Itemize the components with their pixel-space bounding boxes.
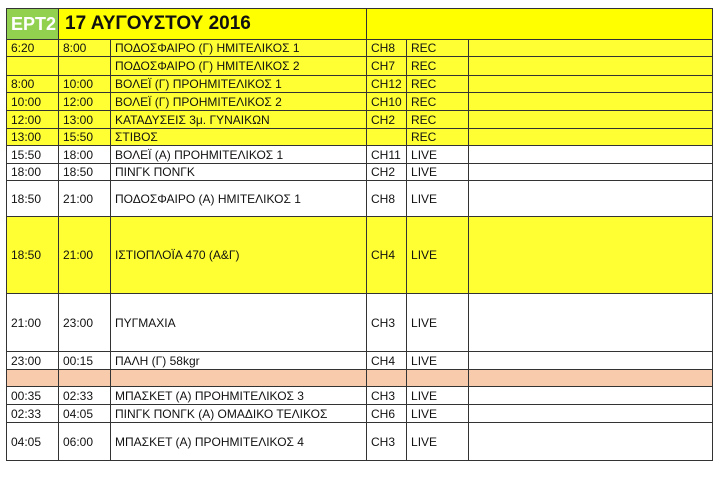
channel-code: CH12 — [367, 76, 407, 93]
start-time: 23:00 — [7, 352, 59, 370]
broadcast-status: LIVE — [407, 294, 469, 352]
event-name: ΣΤΙΒΟΣ — [111, 129, 367, 146]
table-row — [7, 164, 713, 181]
broadcast-status: LIVE — [407, 181, 469, 217]
broadcast-status: LIVE — [407, 387, 469, 405]
start-time: 10:00 — [7, 93, 59, 111]
channel-name: ΕΡΤ2 — [7, 9, 59, 40]
start-time: 6:20 — [7, 40, 59, 57]
start-time: 18:50 — [7, 181, 59, 217]
broadcast-status: REC — [407, 40, 469, 57]
end-time: 21:00 — [59, 181, 111, 217]
table-row — [7, 111, 713, 129]
channel-code: CH11 — [367, 146, 407, 164]
notes-cell — [469, 93, 713, 111]
notes-cell — [469, 370, 713, 387]
end-time — [59, 57, 111, 76]
notes-cell — [469, 164, 713, 181]
header-fill — [367, 9, 713, 40]
end-time: 21:00 — [59, 217, 111, 294]
channel-code: CH2 — [367, 111, 407, 129]
channel-code: CH3 — [367, 423, 407, 461]
table-row — [7, 181, 713, 217]
table-row — [7, 40, 713, 57]
broadcast-status: REC — [407, 57, 469, 76]
table-row — [7, 352, 713, 370]
start-time: 12:00 — [7, 111, 59, 129]
notes-cell — [469, 405, 713, 423]
schedule-date: 17 ΑΥΓΟΥΣΤΟΥ 2016 — [59, 9, 367, 40]
channel-code: CH7 — [367, 57, 407, 76]
start-time: 18:50 — [7, 217, 59, 294]
channel-code: CH6 — [367, 405, 407, 423]
table-row — [7, 129, 713, 146]
event-name: ΠΥΓΜΑΧΙΑ — [111, 294, 367, 352]
start-time: 15:50 — [7, 146, 59, 164]
channel-code — [367, 370, 407, 387]
end-time: 18:00 — [59, 146, 111, 164]
end-time: 23:00 — [59, 294, 111, 352]
broadcast-status: REC — [407, 111, 469, 129]
channel-code: CH2 — [367, 164, 407, 181]
event-name: ΒΟΛΕΪ (Α) ΠΡΟΗΜΙΤΕΛΙΚΟΣ 1 — [111, 146, 367, 164]
broadcast-status: LIVE — [407, 164, 469, 181]
end-time: 06:00 — [59, 423, 111, 461]
broadcast-status: LIVE — [407, 217, 469, 294]
channel-code: CH8 — [367, 40, 407, 57]
broadcast-status: REC — [407, 76, 469, 93]
end-time: 10:00 — [59, 76, 111, 93]
event-name: ΠΙΝΓΚ ΠΟΝΓΚ — [111, 164, 367, 181]
table-row — [7, 294, 713, 352]
start-time: 18:00 — [7, 164, 59, 181]
notes-cell — [469, 40, 713, 57]
channel-code: CH8 — [367, 181, 407, 217]
broadcast-status: LIVE — [407, 423, 469, 461]
notes-cell — [469, 129, 713, 146]
channel-code: CH4 — [367, 217, 407, 294]
broadcast-status: REC — [407, 93, 469, 111]
event-name: ΠΟΔΟΣΦΑΙΡΟ (Γ) ΗΜΙΤΕΛΙΚΟΣ 1 — [111, 40, 367, 57]
channel-code: CH3 — [367, 387, 407, 405]
event-name: ΜΠΑΣΚΕΤ (Α) ΠΡΟΗΜΙΤΕΛΙΚΟΣ 3 — [111, 387, 367, 405]
end-time: 15:50 — [59, 129, 111, 146]
start-time — [7, 57, 59, 76]
broadcast-status: LIVE — [407, 405, 469, 423]
end-time: 00:15 — [59, 352, 111, 370]
broadcast-status: REC — [407, 129, 469, 146]
table-row — [7, 93, 713, 111]
event-name: ΒΟΛΕΪ (Γ) ΠΡΟΗΜΙΤΕΛΙΚΟΣ 1 — [111, 76, 367, 93]
notes-cell — [469, 294, 713, 352]
start-time: 00:35 — [7, 387, 59, 405]
channel-code: CH10 — [367, 93, 407, 111]
end-time — [59, 370, 111, 387]
table-row — [7, 57, 713, 76]
event-name: ΒΟΛΕΪ (Γ) ΠΡΟΗΜΙΤΕΛΙΚΟΣ 2 — [111, 93, 367, 111]
broadcast-status — [407, 370, 469, 387]
end-time: 04:05 — [59, 405, 111, 423]
notes-cell — [469, 111, 713, 129]
notes-cell — [469, 217, 713, 294]
start-time — [7, 370, 59, 387]
event-name: ΜΠΑΣΚΕΤ (Α) ΠΡΟΗΜΙΤΕΛΙΚΟΣ 4 — [111, 423, 367, 461]
table-row — [7, 387, 713, 405]
table-row — [7, 217, 713, 294]
start-time: 8:00 — [7, 76, 59, 93]
table-row — [7, 423, 713, 461]
table-row — [7, 405, 713, 423]
notes-cell — [469, 76, 713, 93]
start-time: 21:00 — [7, 294, 59, 352]
notes-cell — [469, 181, 713, 217]
table-row — [7, 76, 713, 93]
table-row — [7, 146, 713, 164]
end-time: 12:00 — [59, 93, 111, 111]
broadcast-status: LIVE — [407, 352, 469, 370]
separator-row — [7, 370, 713, 387]
broadcast-status: LIVE — [407, 146, 469, 164]
channel-code — [367, 129, 407, 146]
notes-cell — [469, 352, 713, 370]
channel-code: CH4 — [367, 352, 407, 370]
event-name: ΠΑΛΗ (Γ) 58kgr — [111, 352, 367, 370]
event-name: ΠΙΝΓΚ ΠΟΝΓΚ (Α) ΟΜΑΔΙΚΟ ΤΕΛΙΚΟΣ — [111, 405, 367, 423]
end-time: 13:00 — [59, 111, 111, 129]
notes-cell — [469, 387, 713, 405]
notes-cell — [469, 423, 713, 461]
header-row — [7, 9, 713, 40]
event-name: ΠΟΔΟΣΦΑΙΡΟ (Α) ΗΜΙΤΕΛΙΚΟΣ 1 — [111, 181, 367, 217]
notes-cell — [469, 146, 713, 164]
channel-code: CH3 — [367, 294, 407, 352]
event-name: ΙΣΤΙΟΠΛΟΪΑ 470 (Α&Γ) — [111, 217, 367, 294]
end-time: 8:00 — [59, 40, 111, 57]
event-name — [111, 370, 367, 387]
notes-cell — [469, 57, 713, 76]
start-time: 13:00 — [7, 129, 59, 146]
end-time: 02:33 — [59, 387, 111, 405]
schedule-table — [6, 8, 713, 461]
end-time: 18:50 — [59, 164, 111, 181]
start-time: 02:33 — [7, 405, 59, 423]
event-name: ΠΟΔΟΣΦΑΙΡΟ (Γ) ΗΜΙΤΕΛΙΚΟΣ 2 — [111, 57, 367, 76]
event-name: ΚΑΤΑΔΥΣΕΙΣ 3μ. ΓΥΝΑΙΚΩΝ — [111, 111, 367, 129]
start-time: 04:05 — [7, 423, 59, 461]
